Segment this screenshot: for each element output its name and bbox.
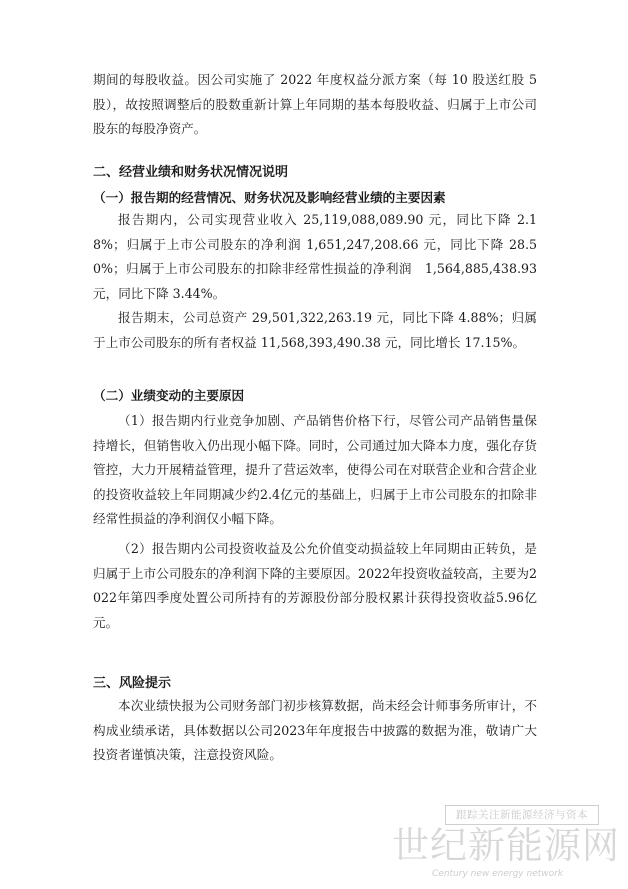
paragraph-revenue-profit: 报告期内，公司实现营业收入 25,119,088,089.90 元，同比下降 2.18%；归属于上市公司股东的净利润 1,651,247,208.66 元，同比下降 28.50%；归属于上市公司股东的扣除非经常性损益的净利润 1,564,885,438.93 元，同比下降 3.44%。 <box>93 212 550 301</box>
watermark-tagline-box: 跟踪关注新能源经济与资本 <box>445 805 599 825</box>
watermark-site-name: 世纪新能源网 <box>392 824 620 867</box>
paragraph-reason-2: （2）报告期内公司投资收益及公允价值变动损益较上年同期由正转负，是归属于上市公司股东的净利润下降的主要原因。2022年投资收益较高，主要为2022年第四季度处置公司所持有的芳源股份部分股权累计获得投资收益5.96亿元。 <box>93 541 537 630</box>
watermark-english-name: Century new energy network <box>432 869 564 879</box>
heading-section-3: 三、风险提示 <box>93 676 172 691</box>
heading-subsection-2: （二）业绩变动的主要原因 <box>93 388 245 403</box>
paragraph-total-assets: 报告期末，公司总资产 29,501,322,263.19 元，同比下降 4.88%；归属于上市公司股东的所有者权益 11,568,393,490.38 元，同比增长 17.15%。 <box>93 310 537 350</box>
heading-section-2: 二、经营业绩和财务状况情况说明 <box>93 165 289 180</box>
paragraph-reason-1: （1）报告期内行业竞争加剧、产品销售价格下行，尽管公司产品销售量保持增长，但销售收入仍出现小幅下降。同时，公司通过加大降本力度，强化存货管控，大力开展精益管理，提升了营运效率，使得公司在对联营企业和合营企业的投资收益较上年同期减少约2.4亿元的基础上，归属于上市公司股东的扣除非经常性损益的净利润仅小幅下降。 <box>93 413 537 526</box>
heading-subsection-1: （一）报告期的经营情况、财务状况及影响经营业绩的主要因素 <box>93 190 446 205</box>
paragraph-risk-notice: 本次业绩快报为公司财务部门初步核算数据，尚未经会计师事务所审计，不构成业绩承诺，具体数据以公司2023年年度报告中披露的数据为准，敬请广大投资者谨慎决策，注意投资风险。 <box>93 698 537 762</box>
paragraph-eps-adjustment: 期间的每股收益。因公司实施了 2022 年度权益分派方案（每 10 股送红股 5 股），故按照调整后的股数重新计算上年同期的基本每股收益、归属于上市公司股东的每股净资产。 <box>93 72 537 136</box>
